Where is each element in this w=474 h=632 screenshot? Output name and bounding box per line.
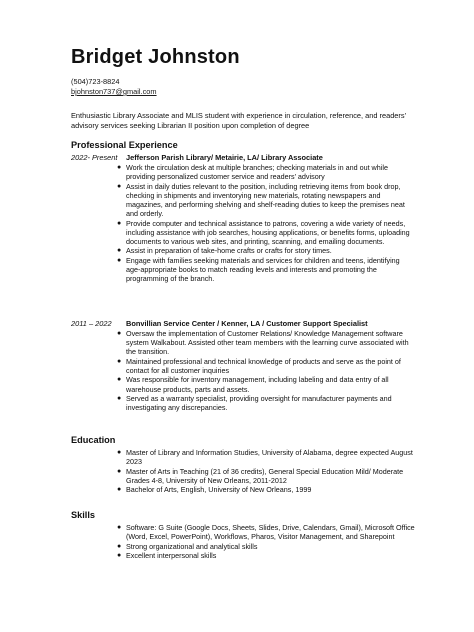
- skills-heading: Skills: [71, 510, 96, 520]
- bullet-icon: ●: [117, 551, 122, 559]
- phone-number: (504)723-8824: [71, 77, 120, 86]
- list-item: ● Work the circulation desk at multiple branches; checking materials in and out while providing personalized customer service and readers’ advisory: [117, 163, 388, 182]
- list-item: ● Oversaw the implementation of Customer Relations/ Knowledge Management software system Walkabout. Assisted other team members with the learning curve associated with the transition.: [117, 329, 409, 357]
- list-item: ● Software: G Suite (Google Docs, Sheets, Slides, Drive, Calendars, Gmail), Microsoft Office (Word, Excel, PowerPoint), Workflows, Pharos, Visitor Management, and Sharepoint: [117, 523, 415, 542]
- job-title: Bonvillian Service Center / Kenner, LA / Customer Support Specialist: [126, 319, 368, 328]
- list-item: ● Excellent interpersonal skills: [117, 550, 217, 560]
- bullet-icon: ●: [117, 449, 122, 456]
- bullet-icon: ●: [117, 219, 122, 227]
- bullet-icon: ●: [117, 486, 122, 494]
- job-bullet-list: [117, 163, 416, 284]
- list-item: ● Master of Library and Information Studies, University of Alabama, degree expected August 2023: [117, 448, 413, 467]
- education-list: [117, 448, 416, 495]
- bullet-icon: ●: [117, 247, 122, 255]
- list-item: ● Provide computer and technical assistance to patrons, covering a wide variety of needs, including assistance with job searches, housing applications, or benefits forms, uploading documents to various web sites, and printing, scanning, and emailing documents.: [117, 218, 410, 246]
- list-item: ● Served as a warranty specialist, providing oversight for manufacturer payments and investigating any discrepancies.: [117, 393, 392, 413]
- list-item: ● Engage with families seeking materials and services for children and teens, identifying age-appropriate books to match reading levels and interests and promoting the programming of the branch.: [117, 255, 400, 284]
- bullet-icon: ●: [117, 182, 122, 190]
- list-item: ● Master of Arts in Teaching (21 of 36 credits), General Special Education Mild/ Moderate Grades 4-8, University of New Orleans, 2011-2012: [117, 466, 404, 485]
- bullet-icon: ●: [117, 256, 122, 264]
- bullet-icon: ●: [117, 357, 122, 365]
- summary-paragraph: Enthusiastic Library Associate and MLIS student with experience in circulation, reference, and readers’ advisory services seeking Librarian II position upon completion of degree: [71, 111, 406, 130]
- list-item: ● Assist in daily duties relevant to the position, including retrieving items from book drop, checking in shipments and inventorying new materials, rotating newspapers and magazines, and performing shelving and shelf-reading duties to keep the premises neat and orderly.: [117, 181, 405, 219]
- list-item: ● Maintained professional and technical knowledge of products and serve as the point of contact for all customer inquiries: [117, 356, 401, 375]
- list-item: ● Bachelor of Arts, English, University of New Orleans, 1999: [117, 485, 312, 495]
- job-bullet-list: [117, 329, 416, 413]
- bullet-icon: ●: [117, 376, 122, 384]
- job-title: Jefferson Parish Library/ Metairie, LA/ Library Associate: [126, 153, 323, 162]
- bullet-icon: ●: [117, 394, 122, 402]
- skills-list: [117, 523, 416, 560]
- bullet-icon: ●: [117, 330, 122, 337]
- bullet-icon: ●: [117, 467, 122, 475]
- job-dates: 2022- Present: [71, 153, 118, 162]
- list-item: ● Strong organizational and analytical skills: [117, 541, 258, 551]
- list-item: ● Was responsible for inventory management, including labeling and data entry of all warehouse products, parts and assets.: [117, 375, 389, 394]
- list-item: ● Assist in preparation of take-home crafts or crafts for story times.: [117, 246, 332, 256]
- candidate-name: Bridget Johnston: [71, 46, 240, 68]
- bullet-icon: ●: [117, 164, 122, 171]
- experience-heading: Professional Experience: [71, 140, 178, 150]
- bullet-icon: ●: [117, 542, 122, 550]
- job-dates: 2011 – 2022: [71, 319, 112, 328]
- bullet-icon: ●: [117, 524, 122, 531]
- education-heading: Education: [71, 435, 116, 445]
- email-link[interactable]: bjohnston737@gmail.com: [71, 87, 157, 96]
